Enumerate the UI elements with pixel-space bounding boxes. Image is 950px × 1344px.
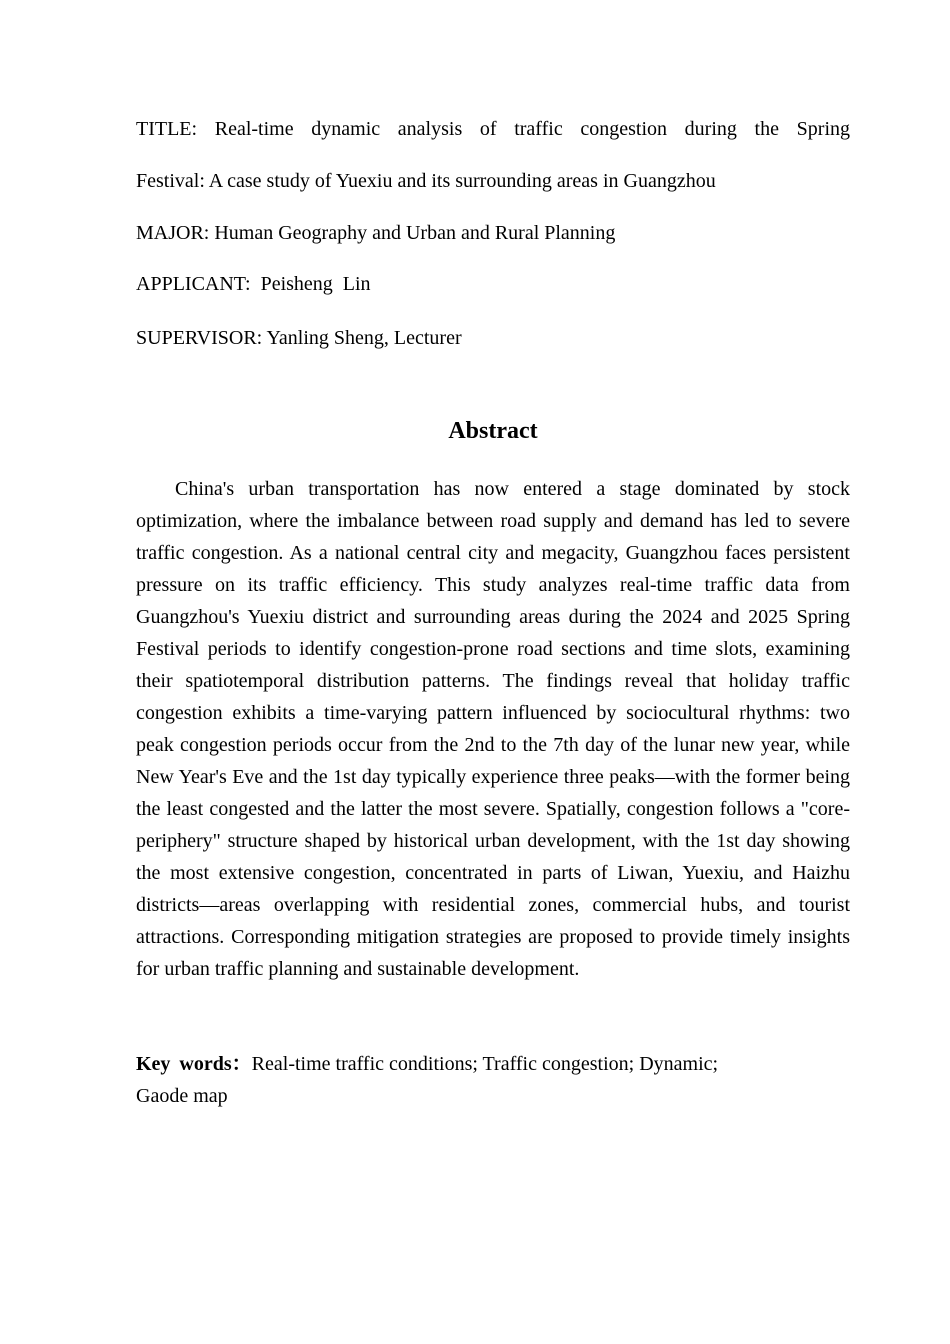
supervisor-line: SUPERVISOR: Yanling Sheng, Lecturer	[136, 327, 462, 349]
title-line-1: TITLE: Real-time dynamic analysis of traffic congestion during the Spring	[136, 118, 850, 140]
major-line: MAJOR: Human Geography and Urban and Rural Planning	[136, 222, 616, 244]
applicant-line: APPLICANT: Peisheng Lin	[136, 273, 371, 295]
title-line-2: Festival: A case study of Yuexiu and its surrounding areas in Guangzhou	[136, 170, 716, 192]
keywords-label: Key words：	[136, 1053, 252, 1075]
keywords-text: Real-time traffic conditions; Traffic congestion; Dynamic; Gaode map	[136, 1053, 799, 1107]
abstract-heading: Abstract	[448, 418, 538, 444]
abstract-body: China's urban transportation has now entered a stage dominated by stock optimization, where the imbalance between road supply and demand has led to severe traffic congestion. As a national central city and megacity, Guangzhou faces persistent pressure on its traffic efficiency. This study analyzes real-time traffic data from Guangzhou's Yuexiu district and surrounding areas during the 2024 and 2025 Spring Festival periods to identify congestion-prone road sections and time slots, examining their spatiotemporal distribution patterns. The findings reveal that holiday traffic congestion exhibits a time-varying pattern influenced by sociocultural rhythms: two peak congestion periods occur from the 2nd to the 7th day of the lunar new year, while New Year's Eve and the 1st day typically experience three peaks—with the former being the least congested and the latter the most severe. Spatially, congestion follows a "core-periphery" structure shaped by historical urban development, with the 1st day showing the most extensive congestion, concentrated in parts of Liwan, Yuexiu, and Haizhu districts—areas overlapping with residential zones, commercial hubs, and tourist attractions. Corresponding mitigation strategies are proposed to provide timely insights for urban traffic planning and sustainable development.	[136, 478, 850, 980]
keywords-paragraph	[136, 1048, 850, 1112]
